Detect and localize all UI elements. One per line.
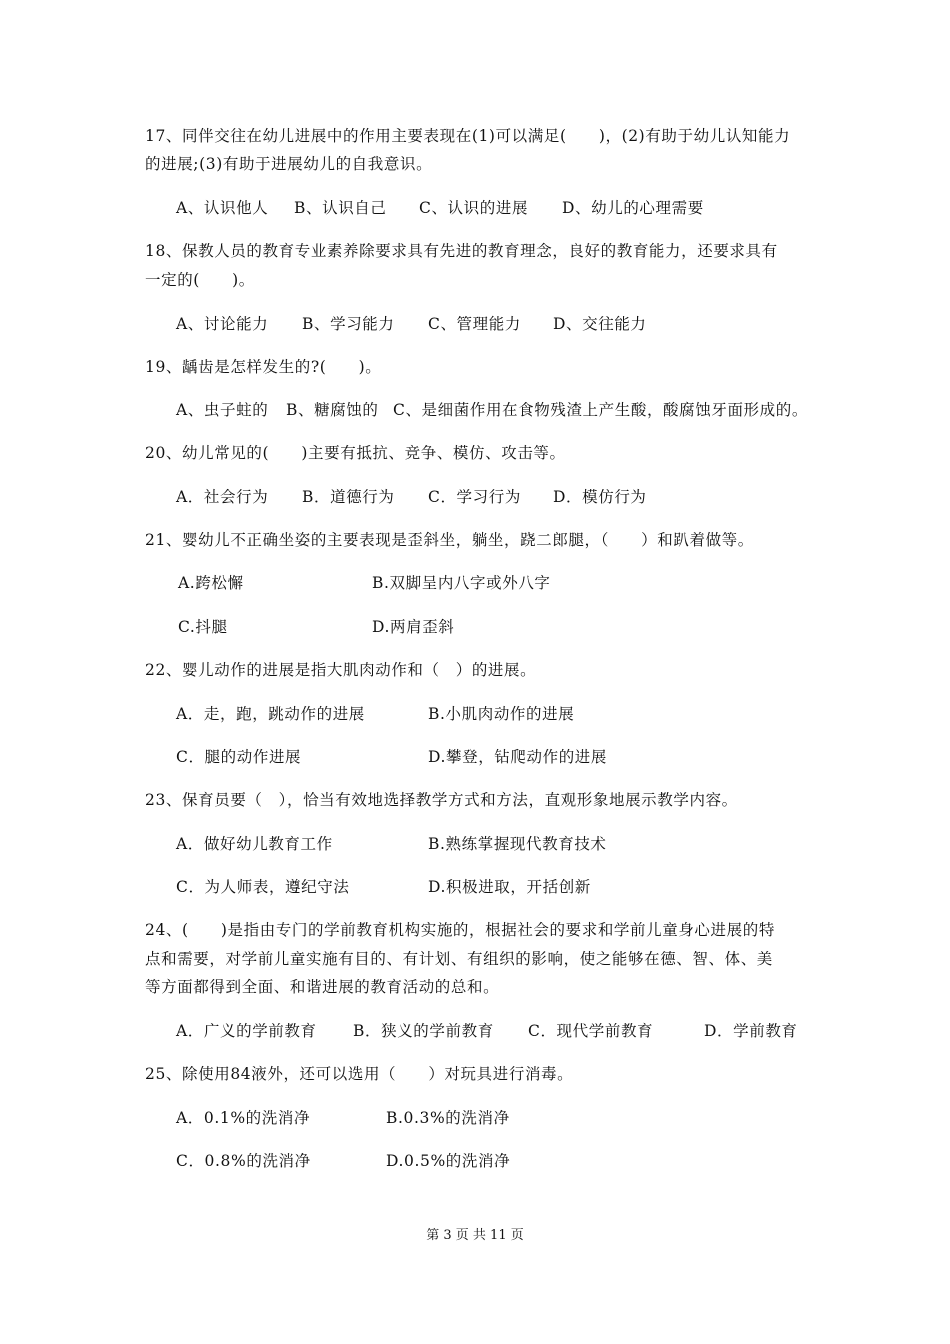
question-17-line-1: 17、同伴交往在幼儿进展中的作用主要表现在(1)可以满足( )，(2)有助于幼儿认知能力 [145,127,791,145]
question-25-line-1: 25、除使用84液外，还可以选用（ ）对玩具进行消毒。 [145,1065,574,1083]
question-19-option-a: A、虫子蛀的 [176,401,269,419]
question-18-option-b: B、学习能力 [302,315,395,333]
question-24-option-a: A．广义的学前教育 [176,1022,317,1040]
question-25-option-d: D.0.5%的洗消净 [386,1152,511,1170]
question-23-option-d: D.积极进取，开括创新 [428,878,591,896]
question-24-line-1: 24、( )是指由专门的学前教育机构实施的，根据社会的要求和学前儿童身心进展的特 [145,921,775,939]
question-20-option-b: B．道德行为 [302,488,395,506]
question-22-option-c: C．腿的动作进展 [176,748,302,766]
question-21-option-a: A.跨松懈 [178,574,244,592]
question-18-line-1: 18、保教人员的教育专业素养除要求具有先进的教育理念，良好的教育能力，还要求具有 [145,242,778,260]
question-25-option-c: C．0.8%的洗消净 [176,1152,311,1170]
question-23-option-c: C．为人师表，遵纪守法 [176,878,350,896]
question-23-option-a: A．做好幼儿教育工作 [176,835,333,853]
question-23-option-b: B.熟练掌握现代教育技术 [428,835,607,853]
page-number-footer: 第 3 页 共 11 页 [426,1228,524,1243]
question-17-option-c: C、认识的进展 [419,199,529,217]
question-18-option-d: D、交往能力 [553,315,647,333]
question-20-option-d: D．模仿行为 [553,488,647,506]
question-24-option-c: C．现代学前教育 [528,1022,654,1040]
question-21-option-b: B.双脚呈内八字或外八字 [372,574,551,592]
question-24-option-b: B．狭义的学前教育 [353,1022,494,1040]
question-22-option-b: B.小肌肉动作的进展 [428,705,575,723]
question-24-line-3: 等方面都得到全面、和谐进展的教育活动的总和。 [145,978,500,996]
question-17-line-2: 的进展;(3)有助于进展幼儿的自我意识。 [145,155,433,173]
question-25-option-b: B.0.3%的洗消净 [386,1109,510,1127]
question-23-line-1: 23、保育员要（ ），恰当有效地选择教学方式和方法，直观形象地展示教学内容。 [145,791,738,809]
question-22-option-d: D.攀登，钻爬动作的进展 [428,748,608,766]
question-22-line-1: 22、婴儿动作的进展是指大肌肉动作和（ ）的进展。 [145,661,537,679]
question-17-option-d: D、幼儿的心理需要 [562,199,704,217]
question-21-line-1: 21、婴幼儿不正确坐姿的主要表现是歪斜坐，躺坐，跷二郎腿，（ ）和趴着做等。 [145,531,754,549]
question-20-option-a: A．社会行为 [176,488,269,506]
question-25-option-a: A．0.1%的洗消净 [176,1109,311,1127]
question-17-option-b: B、认识自己 [294,199,387,217]
question-19-option-c: C、是细菌作用在食物残渣上产生酸，酸腐蚀牙面形成的。 [393,401,808,419]
question-18-line-2: 一定的( )。 [145,271,255,289]
question-18-option-a: A、讨论能力 [176,315,269,333]
question-20-line-1: 20、幼儿常见的( )主要有抵抗、竞争、模仿、攻击等。 [145,444,566,462]
question-24-line-2: 点和需要，对学前儿童实施有目的、有计划、有组织的影响，使之能够在德、智、体、美 [145,950,773,968]
question-24-option-d: D．学前教育 [704,1022,798,1040]
question-21-option-d: D.两肩歪斜 [372,618,455,636]
question-19-option-b: B、糖腐蚀的 [286,401,379,419]
question-17-option-a: A、认识他人 [176,199,269,217]
question-18-option-c: C、管理能力 [428,315,521,333]
question-22-option-a: A．走，跑，跳动作的进展 [176,705,365,723]
question-21-option-c: C.抖腿 [178,618,228,636]
question-19-line-1: 19、龋齿是怎样发生的?( )。 [145,358,382,376]
question-20-option-c: C．学习行为 [428,488,521,506]
